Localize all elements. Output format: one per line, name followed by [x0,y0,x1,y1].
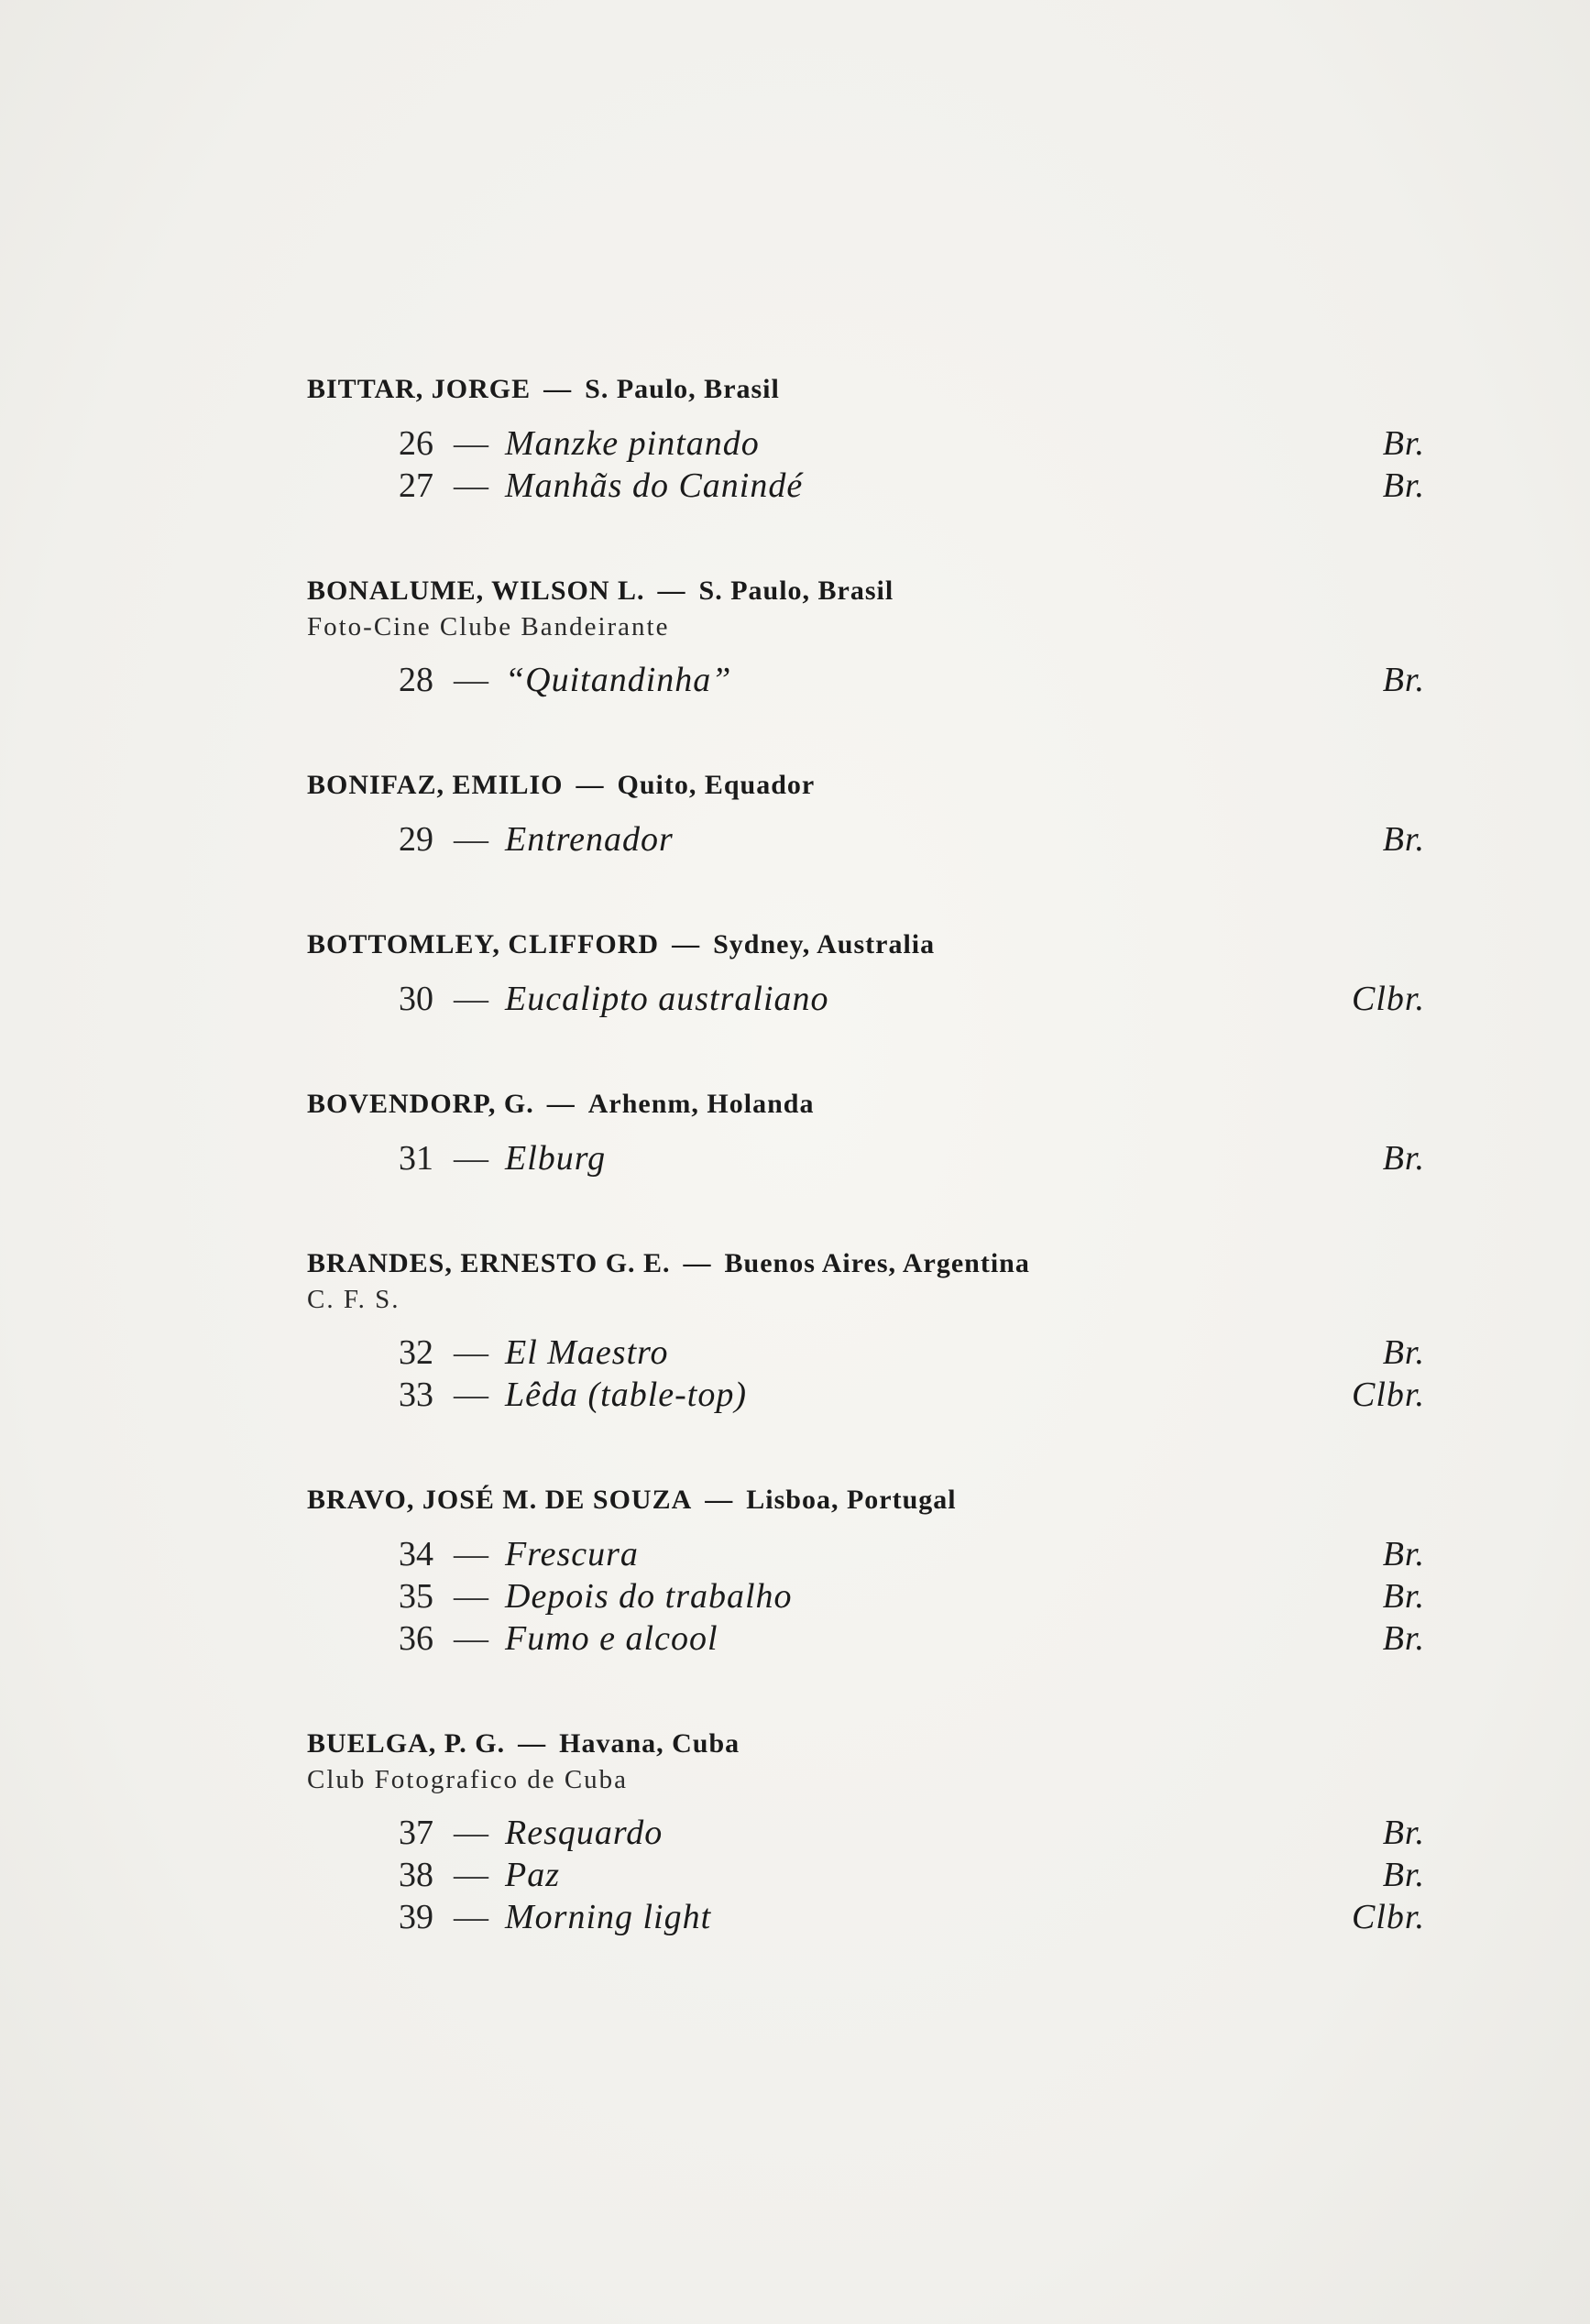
author-place: S. Paulo, Brasil [698,576,894,606]
work-number: 28 [399,661,433,699]
work-item [399,978,1425,1020]
work-dash: — [454,1535,488,1573]
separator-dash: — [705,1485,734,1515]
work-dash: — [454,1139,488,1178]
work-number: 26 [399,424,433,463]
author-club: Club Fotografico de Cuba [307,1765,629,1794]
work-number: 30 [399,980,433,1018]
author-club: Foto-Cine Clube Bandeirante [307,612,670,641]
work-title: Manhãs do Canindé [505,466,804,505]
work-process: Br. [1382,1577,1425,1616]
work-dash: — [454,466,488,505]
author-name: BUELGA, P. G. [307,1728,506,1759]
separator-dash: — [546,1089,576,1119]
work-title: Fumo e alcool [505,1619,718,1658]
author-name: BONALUME, WILSON L. [307,576,645,606]
author-entry [307,371,1425,507]
author-name: BOTTOMLEY, CLIFFORD [307,929,660,959]
work-number: 32 [399,1333,433,1372]
work-item [399,1374,1425,1416]
separator-dash: — [518,1728,547,1759]
works-list [307,659,1425,701]
work-title: Resquardo [505,1814,663,1852]
catalog-entries [307,371,1425,1951]
entry-spacer [307,1429,1425,1482]
separator-dash: — [683,1248,712,1278]
entry-spacer [307,714,1425,767]
work-process: Br. [1382,466,1425,505]
author-place: Havana, Cuba [559,1728,740,1759]
work-dash: — [454,1577,488,1616]
author-heading [307,1726,1425,1762]
author-entry [307,1482,1425,1660]
author-entry [307,1726,1425,1938]
work-item [399,1812,1425,1854]
author-place: Buenos Aires, Argentina [724,1248,1030,1278]
work-dash: — [454,1619,488,1658]
work-number: 34 [399,1535,433,1573]
author-heading [307,1482,1425,1518]
author-entry [307,767,1425,861]
author-heading [307,371,1425,408]
work-item [399,465,1425,507]
work-process: Br. [1382,1333,1425,1372]
separator-dash: — [672,929,701,959]
work-title: Depois do trabalho [505,1577,793,1616]
author-name: BRAVO, JOSÉ M. DE SOUZA [307,1485,693,1515]
work-item [399,1137,1425,1179]
entry-spacer [307,1033,1425,1086]
work-title: Frescura [505,1535,639,1573]
author-club: C. F. S. [307,1285,400,1314]
work-item [399,1617,1425,1660]
author-entry [307,573,1425,701]
work-number: 31 [399,1139,433,1178]
author-heading [307,1245,1425,1282]
work-title: Paz [505,1856,560,1894]
author-name: BITTAR, JORGE [307,374,532,404]
work-process: Clbr. [1352,1898,1425,1936]
work-dash: — [454,424,488,463]
works-list [307,422,1425,507]
work-title: Eucalipto australiano [505,980,829,1018]
work-title: Morning light [505,1898,712,1936]
work-process: Br. [1382,1856,1425,1894]
work-dash: — [454,1856,488,1894]
work-item [399,1332,1425,1374]
author-heading [307,573,1425,609]
work-process: Br. [1382,820,1425,859]
work-title: Manzke pintando [505,424,760,463]
work-number: 35 [399,1577,433,1616]
work-number: 39 [399,1898,433,1936]
author-place: S. Paulo, Brasil [585,374,780,404]
work-process: Br. [1382,1619,1425,1658]
work-dash: — [454,661,488,699]
author-name: BRANDES, ERNESTO G. E. [307,1248,671,1278]
author-entry [307,926,1425,1020]
works-list [307,1137,1425,1179]
work-process: Clbr. [1352,980,1425,1018]
author-heading [307,1086,1425,1123]
entry-spacer [307,520,1425,573]
work-process: Br. [1382,1139,1425,1178]
work-title: El Maestro [505,1333,669,1372]
work-dash: — [454,820,488,859]
entry-spacer [307,1192,1425,1245]
work-item [399,1533,1425,1575]
work-dash: — [454,1333,488,1372]
author-place: Quito, Equador [617,770,816,800]
author-name: BOVENDORP, G. [307,1089,534,1119]
work-process: Clbr. [1352,1376,1425,1414]
author-heading [307,767,1425,804]
work-item [399,659,1425,701]
separator-dash: — [576,770,605,800]
work-number: 33 [399,1376,433,1414]
work-dash: — [454,1376,488,1414]
work-number: 27 [399,466,433,505]
work-item [399,422,1425,465]
separator-dash: — [657,576,686,606]
author-heading [307,926,1425,963]
entry-spacer [307,873,1425,926]
author-entry [307,1086,1425,1179]
work-item [399,1854,1425,1896]
work-number: 38 [399,1856,433,1894]
work-title: Entrenador [505,820,674,859]
work-item [399,1575,1425,1617]
works-list [307,1533,1425,1660]
work-process: Br. [1382,1535,1425,1573]
works-list [307,978,1425,1020]
work-dash: — [454,980,488,1018]
author-place: Arhenm, Holanda [587,1089,815,1119]
work-title: Elburg [505,1139,607,1178]
work-dash: — [454,1814,488,1852]
works-list [307,818,1425,861]
work-number: 29 [399,820,433,859]
author-place: Sydney, Australia [713,929,936,959]
work-item [399,1896,1425,1938]
work-title: “Quitandinha” [505,661,732,699]
work-item [399,818,1425,861]
entry-spacer [307,1672,1425,1726]
work-title: Lêda (table-top) [505,1376,748,1414]
work-number: 36 [399,1619,433,1658]
work-process: Br. [1382,1814,1425,1852]
work-dash: — [454,1898,488,1936]
separator-dash: — [543,374,573,404]
work-process: Br. [1382,424,1425,463]
work-process: Br. [1382,661,1425,699]
work-number: 37 [399,1814,433,1852]
works-list [307,1812,1425,1938]
author-entry [307,1245,1425,1416]
author-name: BONIFAZ, EMILIO [307,770,564,800]
author-place: Lisboa, Portugal [746,1485,957,1515]
works-list [307,1332,1425,1416]
